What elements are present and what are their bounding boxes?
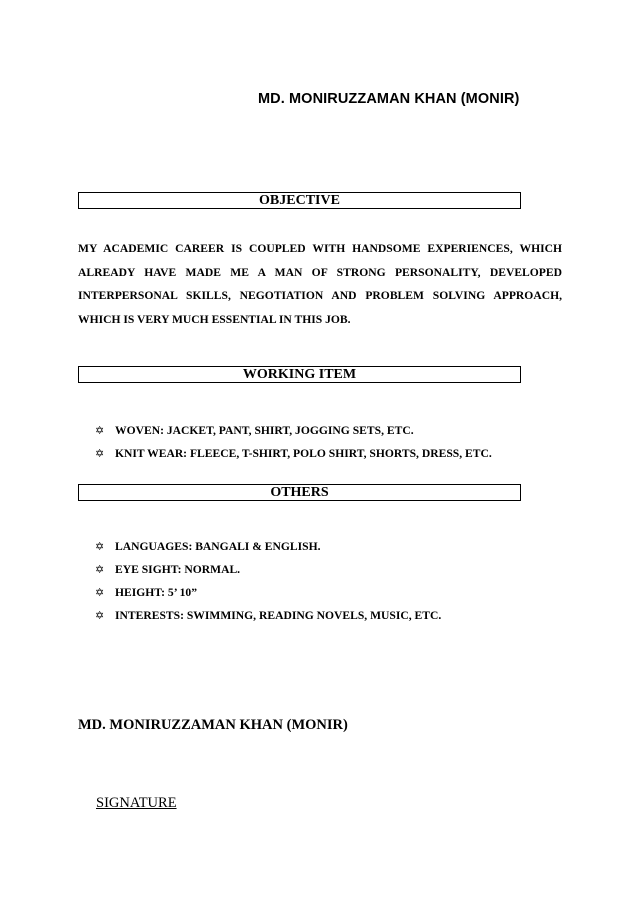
list-item (95, 607, 441, 630)
list-item (95, 538, 441, 561)
working-item-list (95, 422, 492, 468)
list-item-text: INTERESTS: SWIMMING, READING NOVELS, MUSIC, ETC. (115, 609, 442, 622)
list-item (95, 445, 492, 468)
list-item-text: WOVEN: JACKET, PANT, SHIRT, JOGGING SETS, ETC. (115, 424, 414, 437)
star-of-david-icon: ✡ (95, 564, 105, 576)
list-item-text: EYE SIGHT: NORMAL. (115, 563, 241, 576)
list-item (95, 561, 441, 584)
objective-text: MY ACADEMIC CAREER IS COUPLED WITH HANDSOME EXPERIENCES, WHICH ALREADY HAVE MADE ME A MAN OF STRONG PERSONALITY, DEVELOPED INTERPERSONAL SKILLS, NEGOTIATION AND PROBLEM SOLVING APPROACH, WHICH IS VERY MUCH ESSENTIAL IN THIS JOB. (78, 242, 562, 326)
star-of-david-icon: ✡ (95, 425, 105, 437)
star-of-david-icon: ✡ (95, 448, 105, 460)
list-item (95, 584, 441, 607)
list-item (95, 422, 492, 445)
signature-label: SIGNATURE (96, 795, 177, 811)
star-of-david-icon: ✡ (95, 541, 105, 553)
star-of-david-icon: ✡ (95, 587, 105, 599)
list-item-text: HEIGHT: 5’ 10” (115, 586, 198, 599)
list-item-text: LANGUAGES: BANGALI & ENGLISH. (115, 540, 321, 553)
list-item-text: KNIT WEAR: FLEECE, T-SHIRT, POLO SHIRT, SHORTS, DRESS, ETC. (115, 447, 492, 460)
working-item-heading: WORKING ITEM (78, 366, 521, 383)
objective-heading: OBJECTIVE (78, 192, 521, 209)
others-heading: OTHERS (78, 484, 521, 501)
star-of-david-icon: ✡ (95, 610, 105, 622)
applicant-name-heading: MD. MONIRUZZAMAN KHAN (MONIR) (258, 91, 520, 107)
others-list (95, 538, 441, 630)
footer-name: MD. MONIRUZZAMAN KHAN (MONIR) (78, 717, 348, 733)
